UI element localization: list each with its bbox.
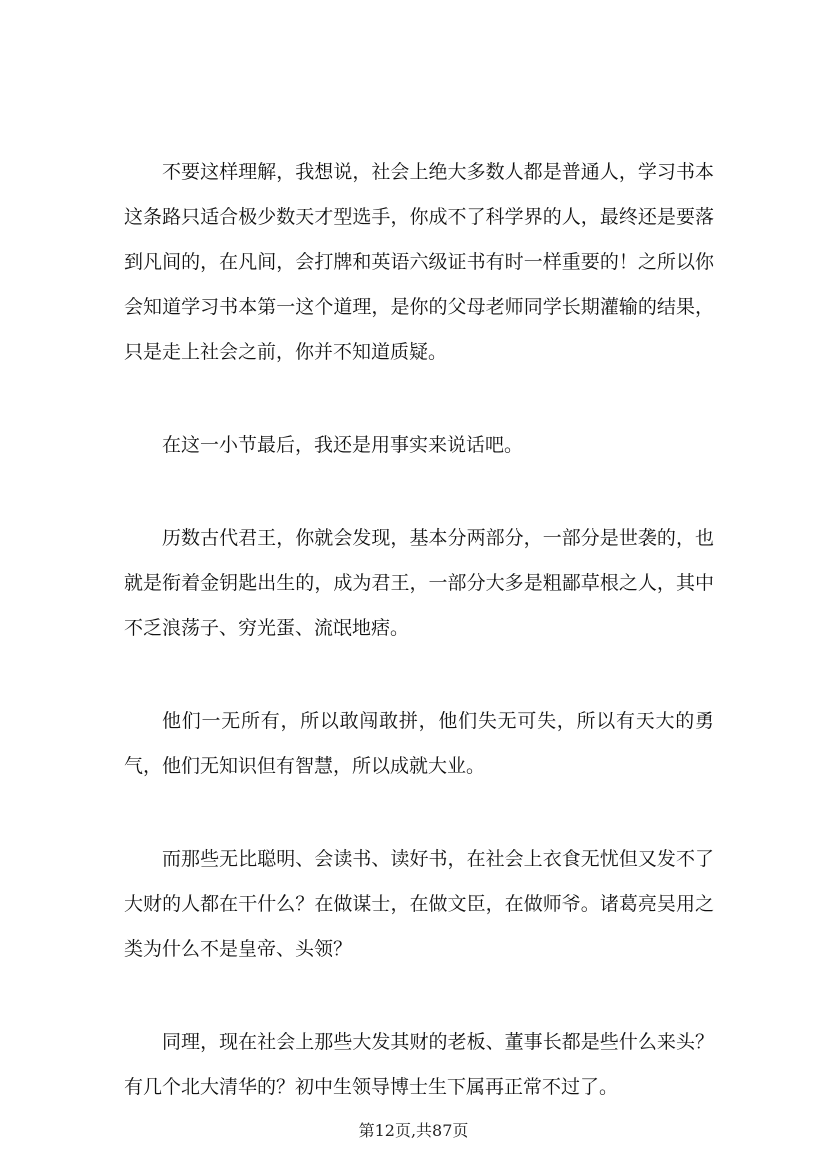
paragraph-3: 历数古代君王，你就会发现，基本分两部分，一部分是世袭的，也就是衔着金钥匙出生的，成为君王，一部分大多是粗鄙草根之人，其中不乏浪荡子、穷光蛋、流氓地痞。: [124, 527, 714, 639]
paragraph-6: 同理，现在社会上那些大发其财的老板、董事长都是些什么来头？有几个北大清华的？初中生领导博士生下属再正常不过了。: [124, 1031, 714, 1098]
paragraph-1: 不要这样理解，我想说，社会上绝大多数人都是普通人，学习书本这条路只适合极少数天才型选手，你成不了科学界的人，最终还是要落到凡间的，在凡间，会打牌和英语六级证书有时一样重要的！之所以你会知道学习书本第一这个道理，是你的父母老师同学长期灌输的结果，只是走上社会之前，你并不知道质疑。: [124, 161, 714, 363]
page-number-footer: 第12页,共87页: [358, 1121, 469, 1140]
paragraph-5: 而那些无比聪明、会读书、读好书，在社会上衣食无忧但又发不了大财的人都在干什么？在做谋士，在做文臣，在做师爷。诸葛亮吴用之类为什么不是皇帝、头领？: [124, 848, 714, 960]
document-body: [124, 150, 714, 1158]
paragraph-2: 在这一小节最后，我还是用事实来说话吧。: [162, 434, 524, 456]
paragraph-4: 他们一无所有，所以敢闯敢拼，他们失无可失，所以有天大的勇气，他们无知识但有智慧，所以成就大业。: [124, 710, 714, 777]
